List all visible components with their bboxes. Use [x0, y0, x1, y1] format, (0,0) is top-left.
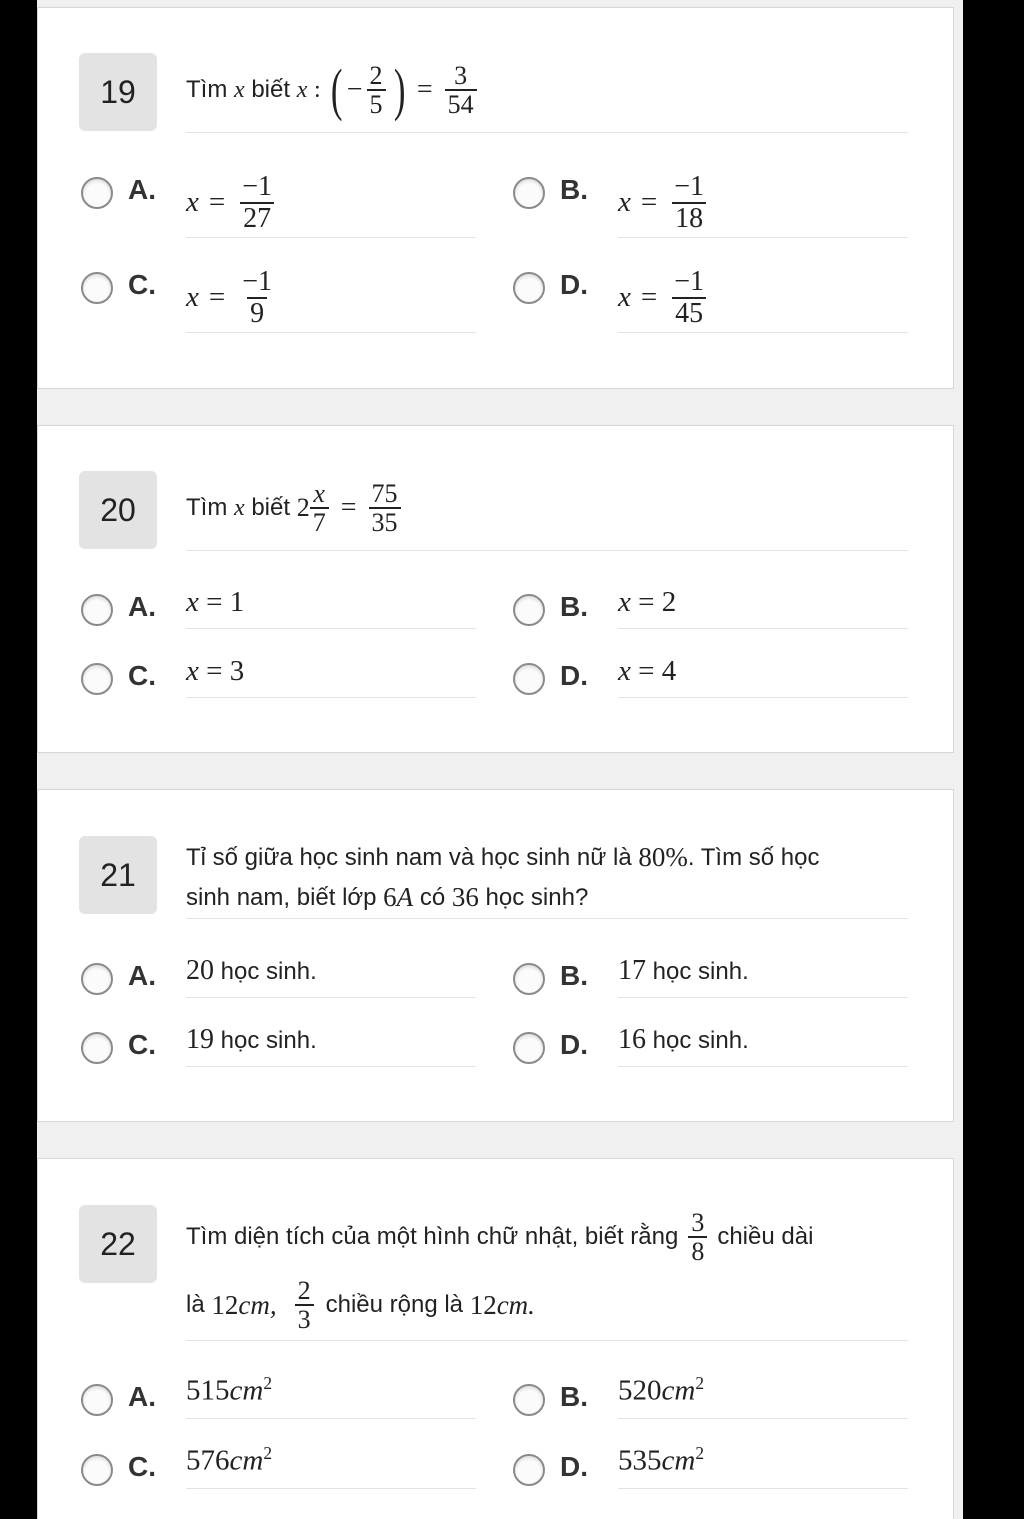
- option-a-answer[interactable]: x = $\frac{-1}{27}$: [186, 168, 476, 238]
- option-a-label: A.: [128, 1381, 156, 1412]
- option-b-radio[interactable]: [513, 963, 545, 995]
- option-b-radio[interactable]: [513, 177, 545, 209]
- option-b-answer[interactable]: 17 học sinh.: [618, 955, 908, 998]
- quiz-page: [37, 0, 963, 1519]
- option-a-answer[interactable]: x = 1: [186, 586, 476, 629]
- fraction: $\frac{2}{5}$: [367, 62, 386, 119]
- question-prompt: Tỉ số giữa học sinh nam và học sinh nữ là 80% . Tìm số học sinh nam, biết lớp 6A có 36 học sinh?: [186, 836, 908, 919]
- question-card-21: [37, 789, 954, 1122]
- question-number: 22: [79, 1205, 157, 1283]
- option-c-radio[interactable]: [81, 1454, 113, 1486]
- option-c-label: C.: [128, 1451, 156, 1482]
- option-b-answer[interactable]: $520cm^2$: [618, 1373, 908, 1419]
- option-a-answer[interactable]: $515cm^2$: [186, 1373, 476, 1419]
- option-a-radio[interactable]: [81, 963, 113, 995]
- option-b-answer[interactable]: x = $\frac{-1}{18}$: [618, 168, 908, 238]
- option-c-radio[interactable]: [81, 663, 113, 695]
- option-a-radio[interactable]: [81, 1384, 113, 1416]
- option-c-label: C.: [128, 1029, 156, 1060]
- option-d-answer[interactable]: x = 4: [618, 655, 908, 698]
- option-a-answer[interactable]: 20 học sinh.: [186, 955, 476, 998]
- option-b-radio[interactable]: [513, 594, 545, 626]
- question-number: 19: [79, 53, 157, 131]
- option-c-radio[interactable]: [81, 272, 113, 304]
- option-b-label: B.: [560, 591, 588, 622]
- option-d-label: D.: [560, 1029, 588, 1060]
- option-c-answer[interactable]: $576cm^2$: [186, 1443, 476, 1489]
- option-d-answer[interactable]: x = $\frac{-1}{45}$: [618, 263, 908, 333]
- option-a-label: A.: [128, 591, 156, 622]
- option-a-label: A.: [128, 960, 156, 991]
- option-c-label: C.: [128, 269, 156, 300]
- option-c-label: C.: [128, 660, 156, 691]
- question-card-20: [37, 425, 954, 753]
- option-d-radio[interactable]: [513, 1454, 545, 1486]
- option-d-answer[interactable]: 16 học sinh.: [618, 1024, 908, 1067]
- option-a-radio[interactable]: [81, 177, 113, 209]
- option-d-radio[interactable]: [513, 272, 545, 304]
- option-c-answer[interactable]: x = 3: [186, 655, 476, 698]
- question-number: 20: [79, 471, 157, 549]
- question-number: 21: [79, 836, 157, 914]
- option-a-radio[interactable]: [81, 594, 113, 626]
- option-b-radio[interactable]: [513, 1384, 545, 1416]
- option-a-label: A.: [128, 174, 156, 205]
- fraction: $\frac{3}{54}$: [445, 62, 477, 119]
- option-d-answer[interactable]: $535cm^2$: [618, 1443, 908, 1489]
- option-b-label: B.: [560, 1381, 588, 1412]
- option-d-label: D.: [560, 1451, 588, 1482]
- question-card-22: [37, 1158, 954, 1519]
- option-d-label: D.: [560, 660, 588, 691]
- option-b-label: B.: [560, 960, 588, 991]
- question-card-19: [37, 7, 954, 389]
- question-prompt: Tìm diện tích của một hình chữ nhật, biết rằng $\frac{3}{8}$ chiều dài là 12cm, $\frac{2}{3}$ chiều rộng là 12cm.: [186, 1199, 908, 1341]
- option-b-answer[interactable]: x = 2: [618, 586, 908, 629]
- option-d-label: D.: [560, 269, 588, 300]
- option-c-answer[interactable]: x = $\frac{-1}{9}$: [186, 263, 476, 333]
- option-b-label: B.: [560, 174, 588, 205]
- option-c-answer[interactable]: 19 học sinh.: [186, 1024, 476, 1067]
- question-prompt: Tìm x biết x : ( − $\frac{2}{5}$ ) = $\frac{3}{54}$: [186, 48, 908, 133]
- question-prompt: Tìm x biết 2 $\frac{x}{7}$ = $\frac{75}{35}$: [186, 466, 908, 551]
- option-d-radio[interactable]: [513, 663, 545, 695]
- option-c-radio[interactable]: [81, 1032, 113, 1064]
- option-d-radio[interactable]: [513, 1032, 545, 1064]
